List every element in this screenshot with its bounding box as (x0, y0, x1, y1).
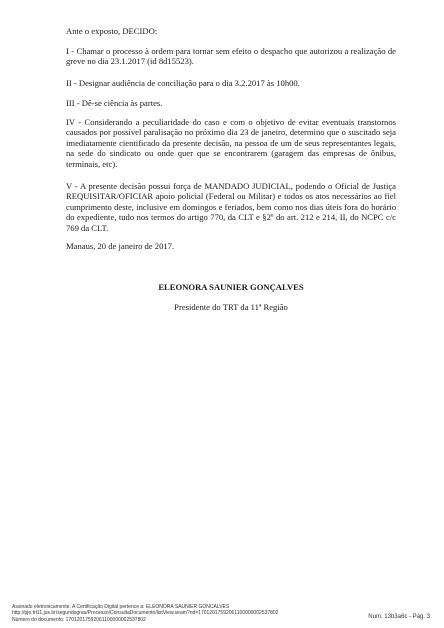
decision-intro: Ante o exposto, DECIDO: (66, 26, 158, 36)
decision-item-1: I - Chamar o processo à ordem para tornar sem efeito o despacho que autorizou a realização de greve no dia 23.1.2017 (id 8d15523). (66, 46, 396, 67)
signer-name: ELEONORA SAUNIER GONÇALVES (158, 282, 304, 292)
decision-item-2: II - Designar audiência de conciliação para o dia 3.2.2017 às 10h00. (66, 78, 300, 88)
decision-item-4: IV - Considerando a peculiaridade do caso e com o objetivo de evitar eventuais transtornos causados por possível paralisação no próximo dia 23 de janeiro, determino que o suscitado seja imediatamente cientificado da presente decisão, na pessoa de um de seus representantes legais, na sede do sindicato ou onde quer que se encontrarem (garagem das empresas de ônibus, terminais, etc). (66, 117, 396, 169)
place-date: Manaus, 20 de janeiro de 2017. (66, 241, 175, 251)
decision-item-5: V - A presente decisão possui força de MANDADO JUDICIAL, podendo o Oficial de Justiça REQUISITAR/OFICIAR apoio policial (Federal ou Militar) e todos os atos necessários ao fiel cumprimento deste, inclusive em domingos e feriados, bem como nos dias úteis fora do horário do expediente, tudo nos termos do artigo 770, da CLT e §2º do art. 212 e 214, II, do NCPC c/c 769 da CLT. (66, 181, 396, 233)
decision-item-3: III - Dê-se ciência às partes. (66, 98, 163, 108)
document-url[interactable]: http://pje.trt11.jus.br/segundograu/Processo/ConsultaDocumento/listView.seam?nd=17012017592061100000002537802 (12, 610, 279, 617)
signer-title: Presidente do TRT da 11ª Região (174, 302, 288, 312)
signed-line: Assinado eletronicamente. A Certificação Digital pertence a: ELEONORA SAUNIER GONCALVES (12, 604, 230, 610)
page-number: Num. 13b3a6c - Pág. 3 (368, 614, 430, 620)
document-number: Número do documento: 17012017592061100000002537802 (12, 616, 146, 623)
